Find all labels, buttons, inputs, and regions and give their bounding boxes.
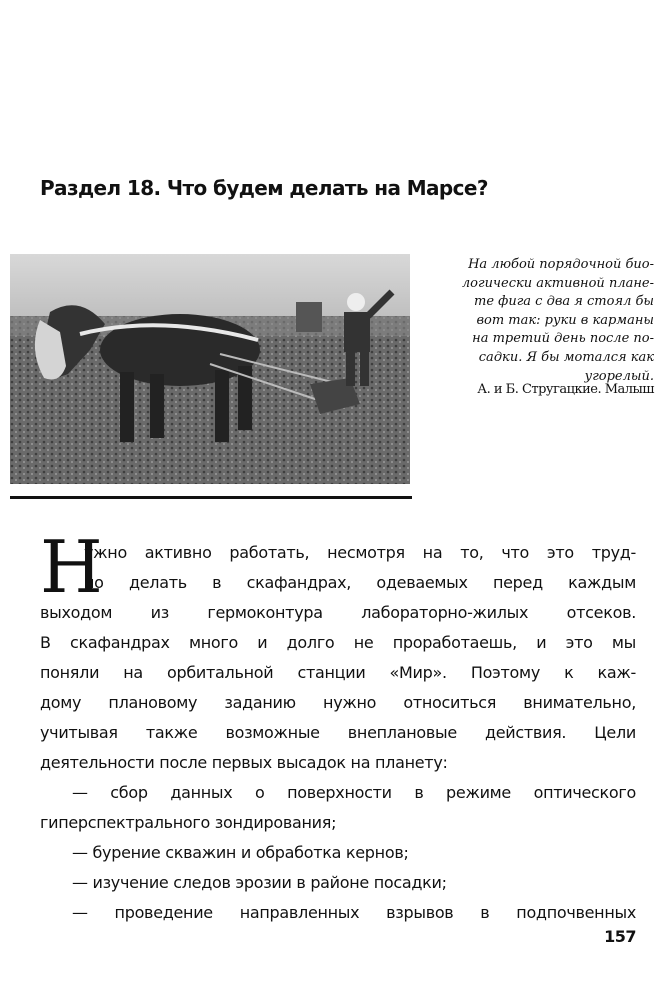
- page-number: 157: [604, 927, 636, 946]
- body-line: деятельности после первых высадок на планету:: [40, 753, 448, 772]
- list-item: — сбор данных о поверхности в режиме оптического: [72, 783, 636, 802]
- body-line: ужно активно работать, несмотря на то, что это труд-: [84, 543, 636, 562]
- body-line: поняли на орбитальной станции «Мир». Поэтому к каж-: [40, 663, 636, 682]
- epigraph-line: на третий день после по-: [472, 331, 654, 347]
- body-text: [40, 525, 636, 928]
- list-item: — бурение скважин и обработка кернов;: [72, 843, 409, 862]
- photo-horse-plowing: [10, 254, 410, 484]
- body-line: учитывая также возможные внеплановые действия. Цели: [40, 723, 636, 742]
- epigraph: [426, 256, 654, 386]
- body-line: но делать в скафандрах, одеваемых перед каждым: [84, 573, 636, 592]
- list-item: — проведение направленных взрывов в подпочвенных: [72, 903, 636, 922]
- epigraph-line: На любой порядочной био-: [468, 257, 654, 272]
- section-title: Раздел 18. Что будем делать на Марсе?: [40, 176, 488, 200]
- epigraph-line: вот так: руки в карманы: [476, 312, 654, 328]
- list-item-continuation: гиперспектрального зондирования;: [40, 813, 337, 832]
- epigraph-line: угорелый.: [584, 368, 654, 384]
- list-item: — изучение следов эрозии в районе посадки;: [72, 873, 447, 892]
- body-line: В скафандрах много и долго не проработаешь, и это мы: [40, 633, 636, 652]
- epigraph-source: А. и Б. Стругацкие. Малыш: [477, 382, 654, 397]
- epigraph-line: садки. Я бы мотался как: [478, 349, 654, 365]
- body-line: выходом из гермоконтура лабораторно-жилых отсеков.: [40, 603, 636, 622]
- drop-cap: Н: [40, 525, 103, 609]
- body-line: дому плановому заданию нужно относиться внимательно,: [40, 693, 636, 712]
- epigraph-line: те фига с два я стоял бы: [474, 294, 654, 310]
- epigraph-line: логически активной плане-: [461, 275, 654, 291]
- divider-rule: [10, 496, 412, 499]
